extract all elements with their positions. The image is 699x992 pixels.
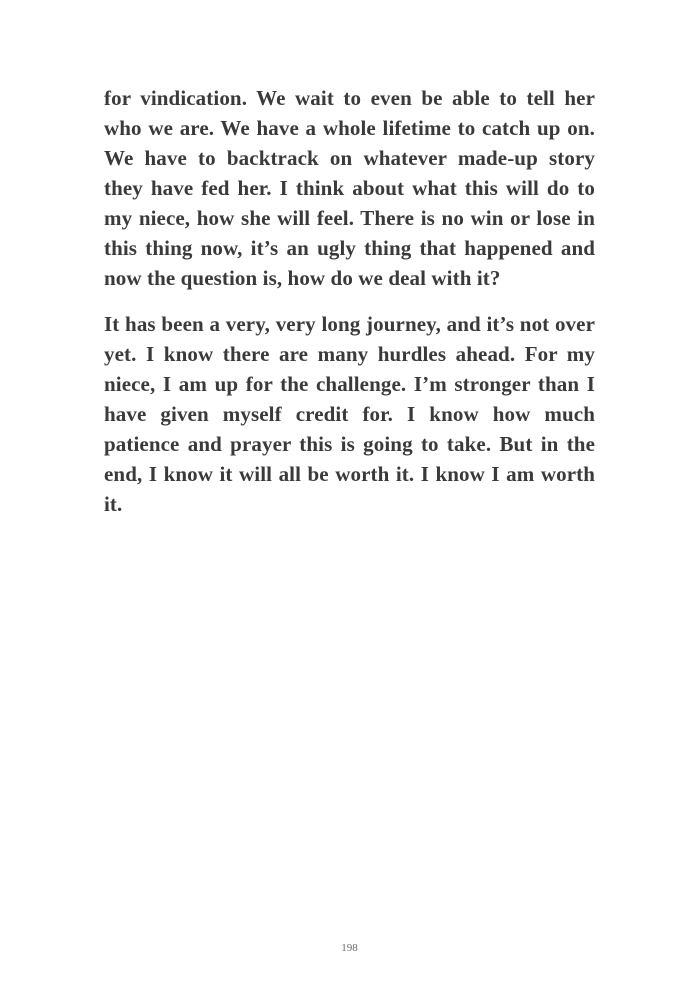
paragraph-2: It has been a very, very long journey, and it’s not over yet. I know there are many hurdles ahead. For my niece, I am up for the challenge. I’m stronger than I have given myself credit for. I know how much patience and prayer this is going to take. But in the end, I know it will all be worth it. I know I am worth it. — [104, 312, 595, 516]
body-text — [104, 83, 595, 519]
paragraph-1: for vindication. We wait to even be able to tell her who we are. We have a whole lifetime to catch up on. We have to backtrack on whatever made-up story they have fed her. I think about what this will do to my niece, how she will feel. There is no win or lose in this thing now, it’s an ugly thing that happened and now the question is, how do we deal with it? — [104, 86, 595, 290]
page-number: 198 — [341, 942, 358, 954]
